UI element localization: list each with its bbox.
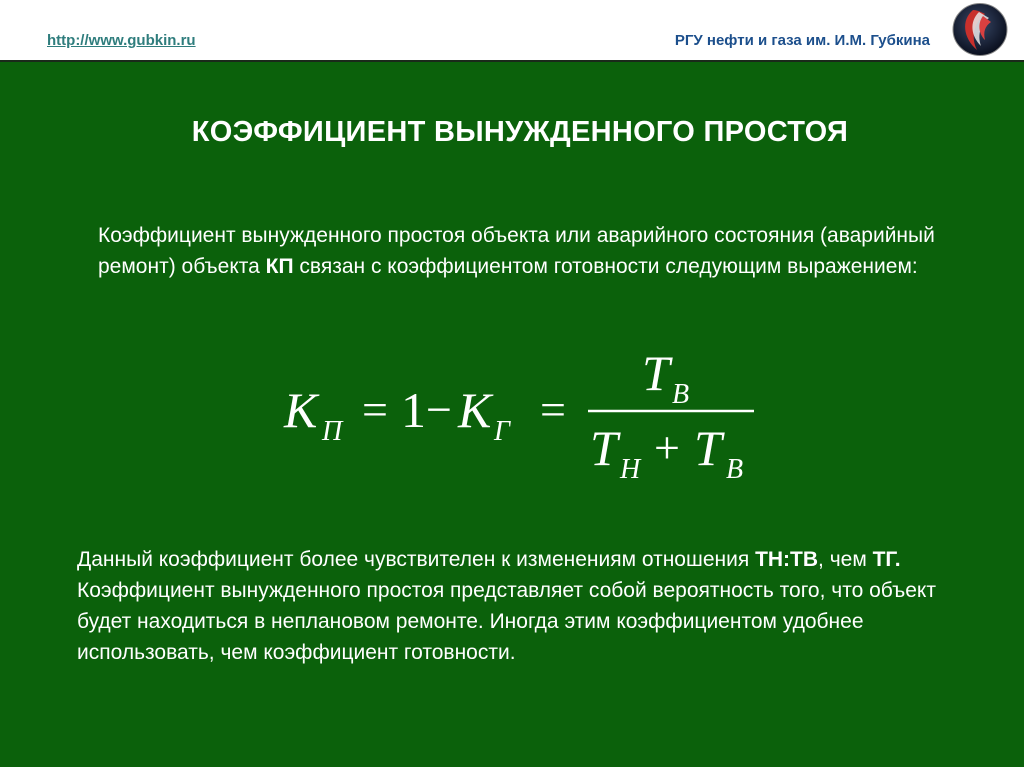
- body-bold-tg: ТГ.: [872, 548, 901, 571]
- slide-title: КОЭФФИЦИЕНТ ВЫНУЖДЕННОГО ПРОСТОЯ: [191, 116, 849, 148]
- formula-denominator-sub-v: В: [726, 454, 744, 485]
- formula-k-p: К: [284, 382, 318, 438]
- intro-text-1: Коэффициент вынужденного простоя объекта или аварийного состояния (аварийный ремонт) объекта: [98, 224, 935, 278]
- formula-denominator-t1: Т: [590, 420, 618, 476]
- formula-denominator-sub-n: Н: [620, 454, 641, 485]
- intro-bold-kp: КП: [265, 255, 294, 278]
- formula-numerator-sub-v: В: [672, 379, 690, 410]
- formula-minus: −: [426, 384, 452, 435]
- university-logo-icon: [951, 2, 1009, 57]
- body-text-1: Данный коэффициент более чувствителен к изменениям отношения: [77, 548, 756, 571]
- body-text-2: , чем: [818, 548, 873, 571]
- university-name: РГУ нефти и газа им. И.М. Губкина: [674, 32, 930, 49]
- formula-one: 1: [401, 382, 426, 438]
- formula-plus: +: [654, 422, 680, 473]
- formula-equals-1: =: [362, 384, 388, 435]
- formula-equals-2: =: [540, 384, 566, 435]
- page-header: [0, 0, 1024, 60]
- formula-numerator-t: Т: [642, 345, 670, 401]
- intro-text-2: связан с коэффициентом готовности следующим выражением:: [293, 255, 918, 278]
- intro-paragraph: [98, 220, 988, 282]
- formula-k-g: К: [458, 382, 492, 438]
- body-bold-tn-tv: ТН:ТВ: [755, 548, 819, 571]
- body-text-3: Коэффициент вынужденного простоя представляет собой вероятность того, что объект будет находиться в неплановом ремонте. Иногда этим коэффициентом удобнее использовать, чем коэффициент готовности.: [77, 579, 936, 664]
- site-link[interactable]: http://www.gubkin.ru: [47, 32, 196, 49]
- body-paragraph: [77, 544, 977, 668]
- formula-denominator-t2: Т: [694, 420, 722, 476]
- formula-sub-g: Г: [494, 416, 510, 447]
- formula-sub-p: П: [322, 416, 343, 447]
- formula: [270, 345, 790, 495]
